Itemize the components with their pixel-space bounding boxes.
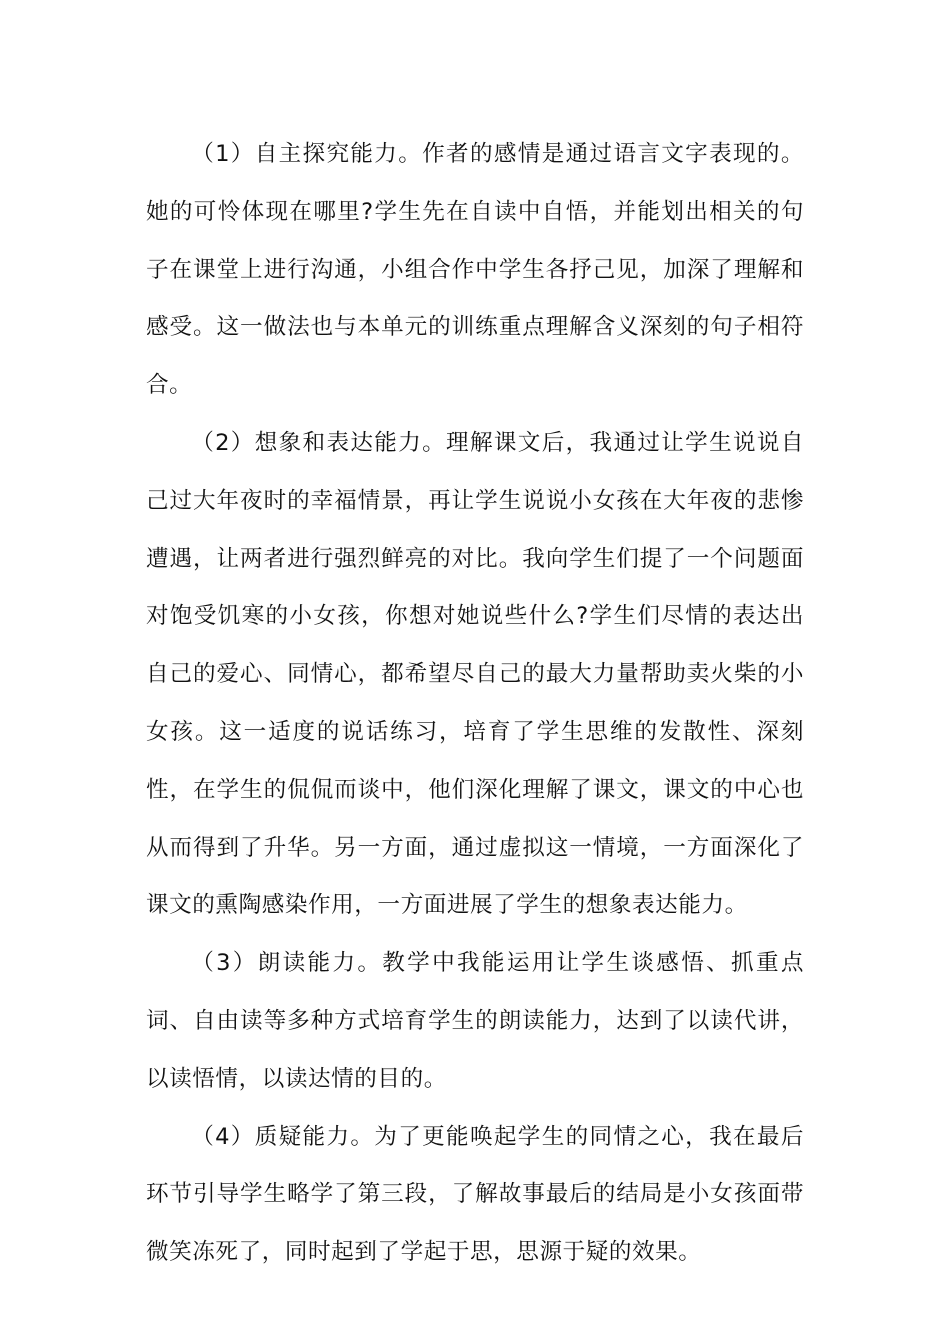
paragraph-4: （4）质疑能力。为了更能唤起学生的同情之心，我在最后环节引导学生略学了第三段，了解故事最后的结局是小女孩面带微笑冻死了，同时起到了学起于思，思源于疑的效果。 [146,1123,804,1266]
paragraph-2: （2）想象和表达能力。理解课文后，我通过让学生说说自己过大年夜时的幸福情景，再让学生说说小女孩在大年夜的悲惨遭遇，让两者进行强烈鲜亮的对比。我向学生们提了一个问题面对饱受饥寒的小女孩，你想对她说些什么?学生们尽情的表达出自己的爱心、同情心，都希望尽自己的最大力量帮助卖火柴的小女孩。这一适度的说话练习，培育了学生思维的发散性、深刻性，在学生的侃侃而谈中，他们深化理解了课文，课文的中心也从而得到了升华。另一方面，通过虚拟这一情境，一方面深化了课文的熏陶感染作用，一方面进展了学生的想象表达能力。 [146,429,804,919]
document-body [146,126,804,1282]
paragraph-1: （1）自主探究能力。作者的感情是通过语言文字表现的。她的可怜体现在哪里?学生先在自读中自悟，并能划出相关的句子在课堂上进行沟通，小组合作中学生各抒己见，加深了理解和感受。这一做法也与本单元的训练重点理解含义深刻的句子相符合。 [146,141,804,399]
paragraph-3: （3）朗读能力。教学中我能运用让学生谈感悟、抓重点词、自由读等多种方式培育学生的朗读能力，达到了以读代讲，以读悟情，以读达情的目的。 [146,950,804,1092]
